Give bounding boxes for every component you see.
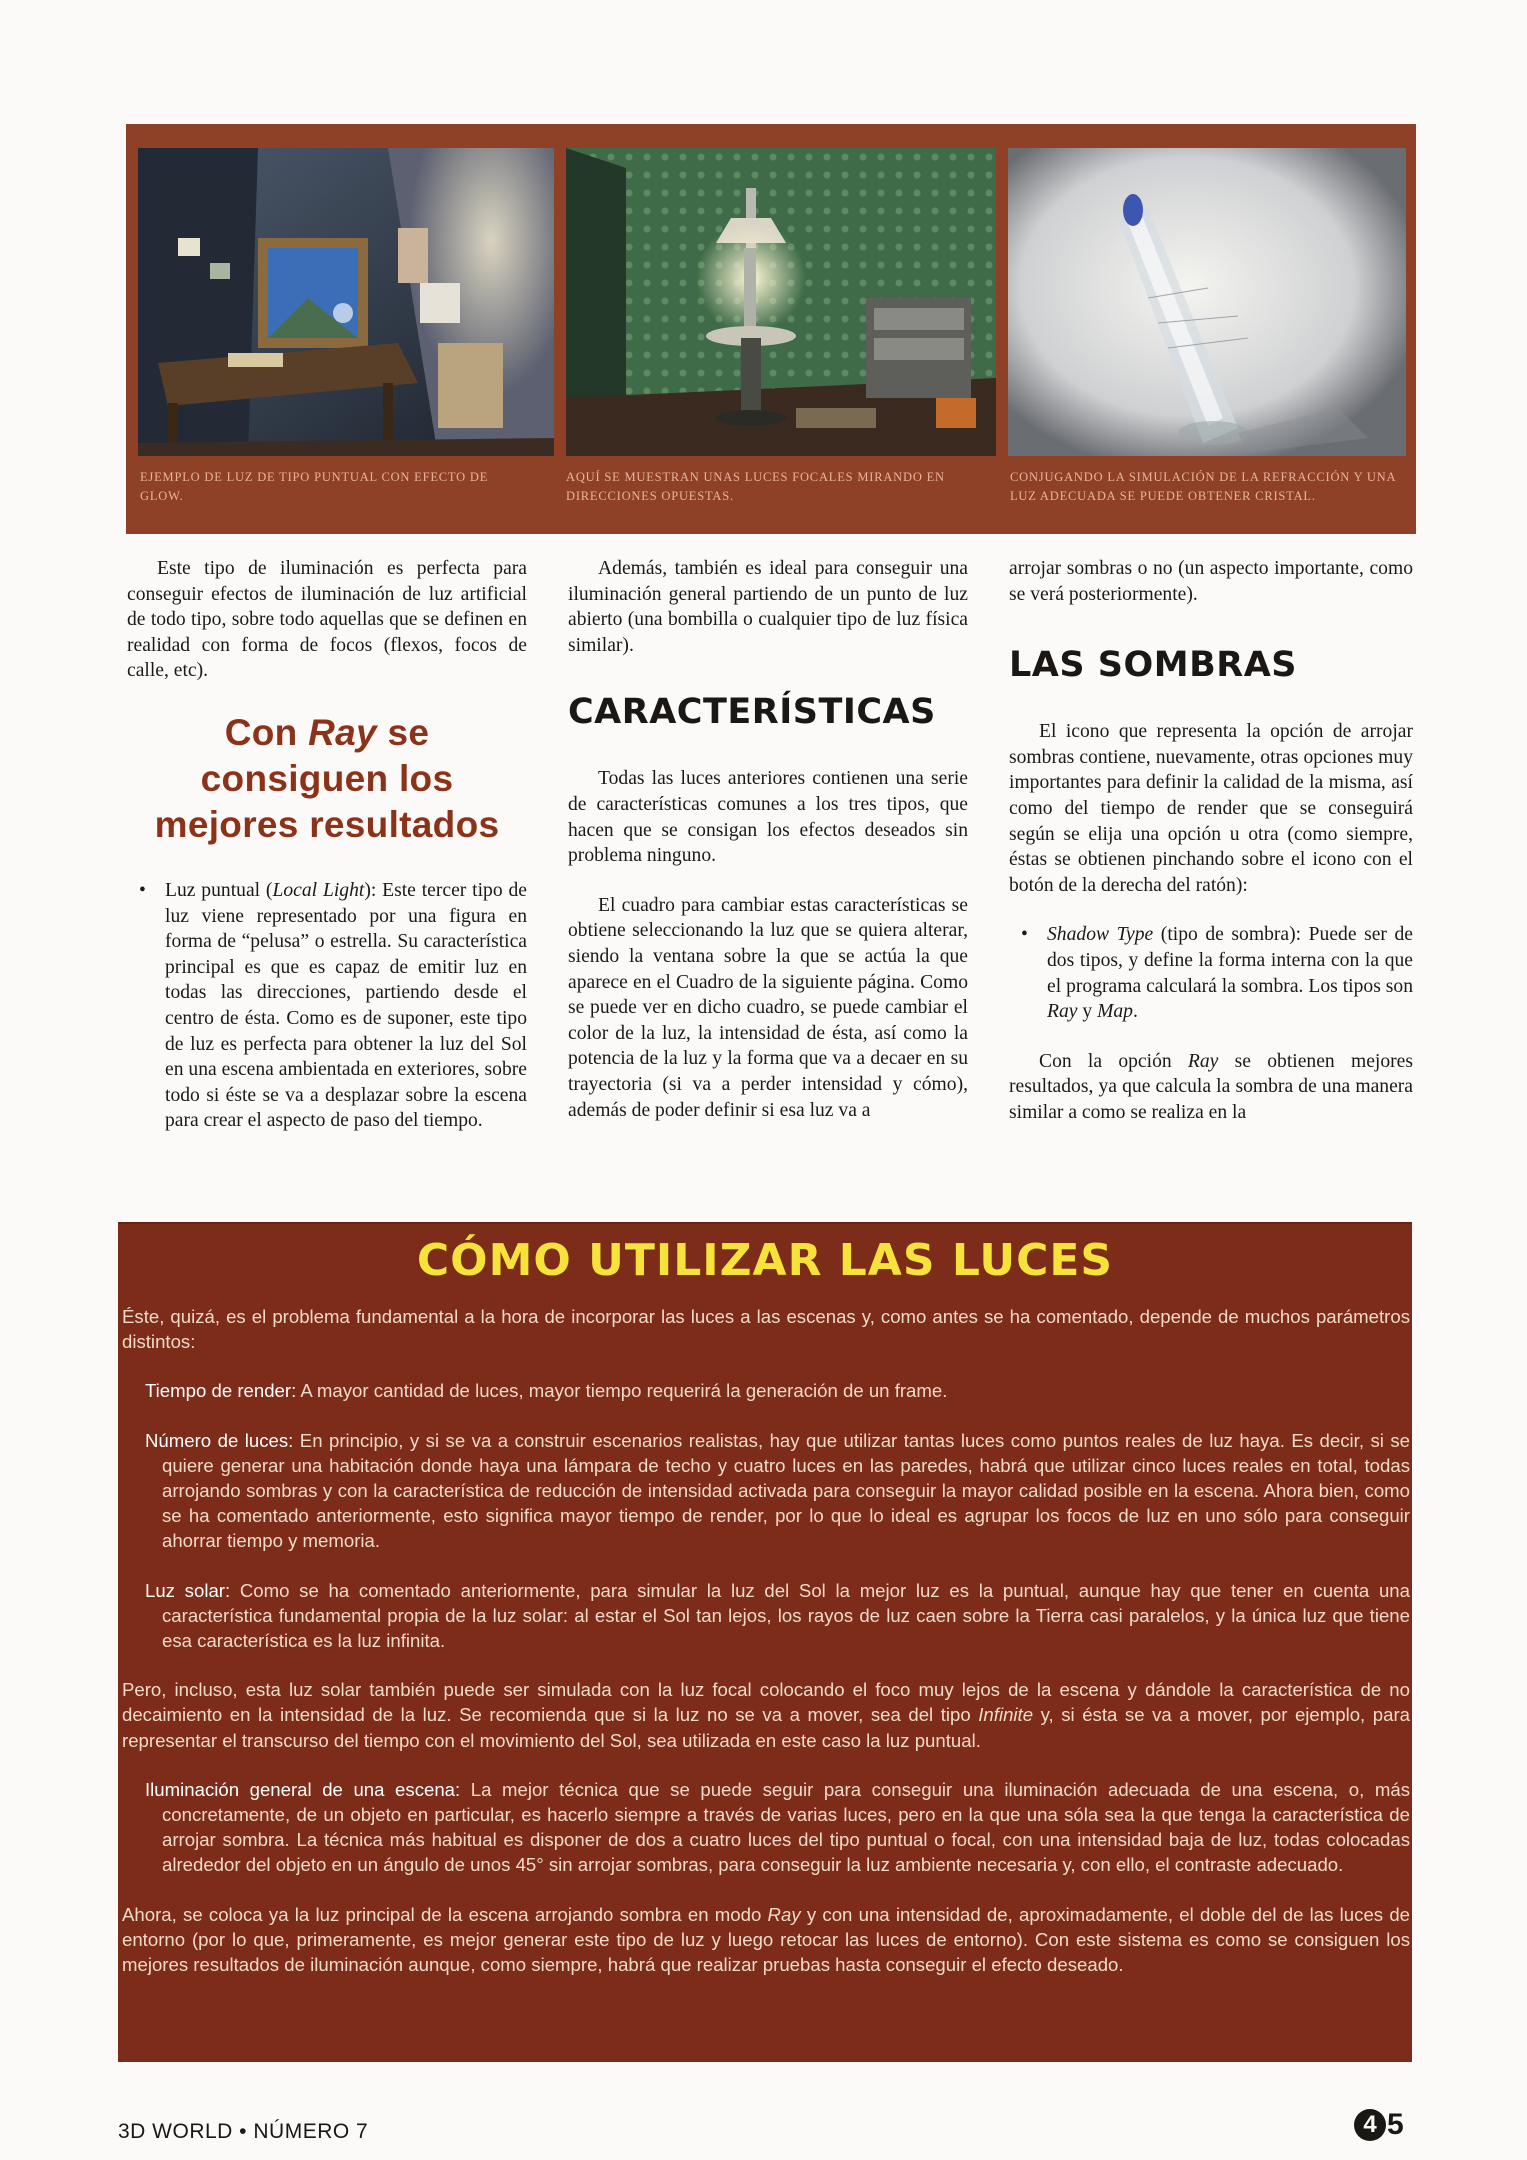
column-1 <box>127 556 527 1134</box>
para-em: Ray <box>767 1903 801 1925</box>
heading-caracteristicas: CARACTERÍSTICAS <box>568 692 936 733</box>
col3-intro: arrojar sombras o no (un aspecto importante, como se verá posteriormente). <box>1009 558 1413 605</box>
para-text-a: Pero, incluso, esta luz solar también puede ser simulada con la luz focal colocando el foco muy lejos de la escena y dándole la característica de no decaimiento en la intensidad de la luz. Se recomienda que si la luz no se va a mover, sea del tipo <box>122 1679 1410 1726</box>
glass-render-image <box>1008 148 1406 456</box>
photo-strip <box>126 124 1416 534</box>
para-text-a: Ahora, se coloca ya la luz principal de la escena arrojando sombra en modo <box>122 1903 768 1925</box>
col2-paragraph-2: El cuadro para cambiar estas características se obtiene seleccionando la luz que se quiera alterar, siendo la ventana sobre la que se actúa la que aparece en el Cuadro de la siguiente página. Como se puede ver en dicho cuadro, se puede cambiar el color de la luz, la intensidad de ésta, así como la potencia de la luz y la forma que va a decaer en su trayectoria (si va a perder intensidad y cómo), además de poder definir si esa luz va a <box>568 894 968 1121</box>
bullet-dot: • <box>139 879 146 901</box>
room-render-image <box>138 148 554 456</box>
para-text-b: y con una intensidad de, aproximadamente, el doble del de las luces de entorno (por lo que, primeramente, es mejor generar este tipo de luz y luego retocar las luces de entorno). Con este sistema es como se consiguen los mejores resultados de iluminación aunque, como siempre, habrá que realizar pruebas hasta conseguir el efecto deseado. <box>122 1903 1411 1976</box>
box-paragraph-ray <box>122 1902 1410 1978</box>
pullquote-text-a: Con <box>224 711 309 753</box>
bullet-em: Local Light <box>272 879 365 901</box>
box-item-numero-luces <box>122 1428 1410 1554</box>
caption-2: AQUÍ SE MUESTRAN UNAS LUCES FOCALES MIRANDO EN DIRECCIONES OPUESTAS. <box>566 470 945 503</box>
pullquote <box>127 710 527 848</box>
heading-las-sombras: LAS SOMBRAS <box>1009 645 1297 686</box>
item-text: A mayor cantidad de luces, mayor tiempo requerirá la generación de un frame. <box>296 1380 948 1402</box>
bullet-em-3: Map <box>1097 1001 1133 1023</box>
box-item-tiempo-render <box>122 1378 1410 1403</box>
item-label: Número de luces: <box>145 1429 294 1451</box>
footer-magazine: 3D WORLD • NÚMERO 7 <box>118 2120 369 2143</box>
page-number-circle: 4 <box>1354 2109 1386 2141</box>
p2-em: Ray <box>1187 1050 1219 1072</box>
photo-glass-refraction <box>1008 148 1406 456</box>
col2-intro: Además, también es ideal para conseguir una iluminación general partiendo de un punto de luz abierto (una bombilla o cualquier tipo de luz física similar). <box>568 558 968 656</box>
column-3 <box>1009 556 1413 1126</box>
box-intro: Éste, quizá, es el problema fundamental a la hora de incorporar las luces a las escenas y, como antes se ha comentado, depende de muchos parámetros distintos: <box>122 1306 1410 1353</box>
bullet-end: . <box>1132 1001 1138 1023</box>
p2-text: se obtienen mejores resultados, ya que calcula la sombra de una manera similar a como se realiza en la <box>1009 1050 1413 1123</box>
col3-paragraph-2 <box>1009 1049 1413 1126</box>
bullet-and: y <box>1077 1001 1098 1023</box>
bullet-text: (tipo de sombra): Puede ser de dos tipos, y define la forma interna con la que el programa calculará la sombra. Los tipos son <box>1047 924 1413 997</box>
box-title: CÓMO UTILIZAR LAS LUCES <box>416 1235 1114 1286</box>
col2-paragraph-1: Todas las luces anteriores contienen una serie de características comunes a los tres tipos, que hacen que se consigan los efectos deseados sin problema ninguno. <box>568 768 968 867</box>
item-text: Como se ha comentado anteriormente, para simular la luz del Sol la mejor luz es la puntual, aunque hay que tener en cuenta una característica fundamental propia de la luz solar: al estar el Sol tan lejos, los rayos de luz caen sobre la Tierra casi paralelos, y la única luz que tiene esa característica es la luz infinita. <box>162 1579 1410 1652</box>
pullquote-text-b: se consiguen los mejores resultados <box>154 711 500 845</box>
item-text: La mejor técnica que se puede seguir para conseguir una iluminación adecuada de una escena, o, más concretamente, de un objeto en particular, es hacerlo siempre a través de varias luces, pero en la que una sóla sea la que tenga la característica de arrojar sombra. La técnica más habitual es disponer de dos a cuatro luces del tipo puntual o focal, con una intensidad baja de luz, todas colocadas alrededor del objeto en un ángulo de unos 45° sin arrojar sombras, para conseguir la luz ambiente necesaria y, con ello, el contraste adecuado. <box>162 1778 1410 1876</box>
para-em: Infinite <box>978 1704 1034 1726</box>
caption-3: CONJUGANDO LA SIMULACIÓN DE LA REFRACCIÓN Y UNA LUZ ADECUADA SE PUEDE OBTENER CRISTAL. <box>1010 470 1396 503</box>
photo-room-glow <box>138 148 554 456</box>
item-label: Tiempo de render: <box>145 1380 297 1402</box>
caption-1: EJEMPLO DE LUZ DE TIPO PUNTUAL CON EFECTO DE GLOW. <box>140 470 489 503</box>
lamp-render-image <box>566 148 996 456</box>
page-number-rest: 5 <box>1387 2108 1404 2141</box>
bullet-lead: Luz puntual ( <box>165 879 273 901</box>
p2-lead: Con la opción <box>1039 1050 1188 1072</box>
box-paragraph-infinite <box>122 1677 1410 1753</box>
item-text: En principio, y si se va a construir escenarios realistas, hay que utilizar tantas luces como puntos reales de luz haya. Es decir, si se quiere generar una habitación donde haya una lámpara de techo y cuatro luces en las paredes, habrá que utilizar cinco luces reales en total, todas arrojando sombras y con la característica de reducción de intensidad activada para conseguir la mayor calidad posible en la escena. Ahora bien, como se ha comentado anteriormente, esto significa mayor tiempo de render, por lo que lo ideal es agrupar los focos de luz en uno sólo para conseguir ahorrar tiempo y memoria. <box>162 1429 1410 1552</box>
pullquote-text-em: Ray <box>308 711 377 753</box>
photo-focal-lights <box>566 148 996 456</box>
column-2 <box>568 556 968 1123</box>
box-item-iluminacion-general <box>122 1777 1410 1878</box>
col3-paragraph-1: El icono que representa la opción de arrojar sombras contiene, nuevamente, otras opciones muy importantes para definir la calidad de la misma, así como del tiempo de render que se conseguirá según se elija una opción u otra (como siempre, éstas se obtienen pinchando sobre el icono con el botón de la derecha del ratón): <box>1009 721 1413 896</box>
item-label: Luz solar: <box>145 1579 231 1601</box>
bullet-text: ): Este tercer tipo de luz viene representado por una figura en forma de “pelusa” o estrella. Su característica principal es que es capaz de emitir luz en todas las direcciones, partiendo desde el centro de ésta. Como es de suponer, este tipo de luz es perfecta para obtener la luz del Sol en una escena ambientada en exteriores, sobre todo si éste se va a desplazar sobre la escena para crear el aspecto de paso del tiempo. <box>165 879 527 1132</box>
box-body <box>122 1304 1410 1977</box>
bullet-em: Shadow Type <box>1047 924 1154 946</box>
col1-intro: Este tipo de iluminación es perfecta para conseguir efectos de iluminación de luz artificial de todo tipo, sobre todo aquellas que se definen en realidad con forma de focos (flexos, focos de calle, etc). <box>127 558 527 682</box>
item-label: Iluminación general de una escena: <box>145 1778 461 1800</box>
bullet-shadow-type <box>1009 922 1413 1024</box>
para-text-b: y, si ésta se va a mover, por ejemplo, para representar el transcurso del tiempo con el movimiento del Sol, sea utilizada en este caso la luz puntual. <box>122 1704 1410 1751</box>
bullet-em-2: Ray <box>1047 1001 1078 1023</box>
bullet-luz-puntual <box>127 878 527 1134</box>
page-number <box>1354 2108 1404 2142</box>
sidebar-box <box>118 1222 1412 2062</box>
bullet-dot: • <box>1021 924 1028 946</box>
box-item-luz-solar <box>122 1578 1410 1654</box>
